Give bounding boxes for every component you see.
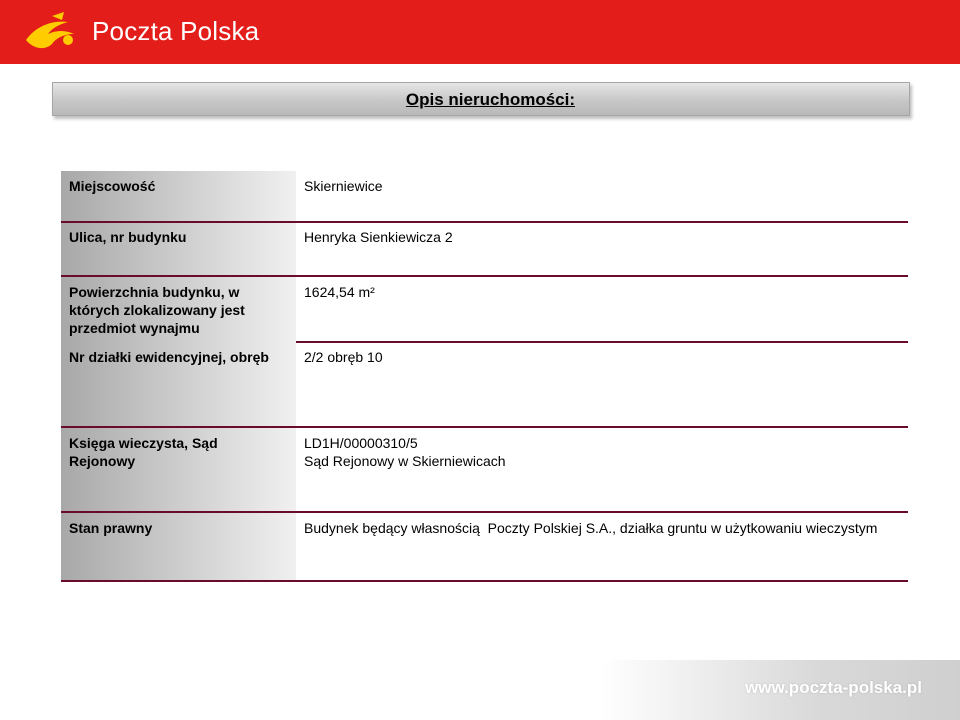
table-row-value (304, 228, 904, 246)
page-title: Opis nieruchomości: (405, 90, 575, 109)
table-row-label: Powierzchnia budynku, w których zlokalizowany jest przedmiot wynajmu (69, 284, 245, 336)
value-line: LD1H/00000310/5 (304, 435, 418, 451)
table-row-value (304, 177, 904, 195)
value-line: Budynek będący własnością Poczty Polskiej S.A., działka gruntu w użytkowaniu wieczystym (304, 520, 878, 536)
table-row-divider (61, 511, 908, 513)
value-line: Skierniewice (304, 178, 383, 194)
table-row-value (304, 283, 904, 301)
brand-name: Poczta Polska (92, 16, 260, 46)
table-row-label: Nr działki ewidencyjnej, obręb (69, 349, 269, 365)
table-row-label: Stan prawny (69, 520, 153, 536)
post-horn-bird-icon (22, 10, 84, 54)
table-row-value (304, 348, 904, 366)
title-bar (52, 82, 910, 116)
table-row-divider (296, 341, 908, 343)
table-row-divider (61, 221, 908, 223)
table-row-value (304, 519, 904, 537)
table-row-divider (61, 275, 908, 277)
table-row-label: Księga wieczysta, Sąd Rejonowy (69, 435, 218, 469)
value-line: 1624,54 m² (304, 284, 375, 300)
table-row-divider (61, 580, 908, 582)
value-line: 2/2 obręb 10 (304, 349, 383, 365)
value-line: Henryka Sienkiewicza 2 (304, 229, 453, 245)
header-bar (0, 0, 960, 64)
table-row-label: Miejscowość (69, 178, 156, 194)
table-row-label: Ulica, nr budynku (69, 229, 187, 245)
table-row-divider (61, 426, 908, 428)
footer-url: www.poczta-polska.pl (745, 678, 922, 697)
table-row-value (304, 434, 904, 470)
value-line: Sąd Rejonowy w Skierniewicach (304, 453, 506, 469)
